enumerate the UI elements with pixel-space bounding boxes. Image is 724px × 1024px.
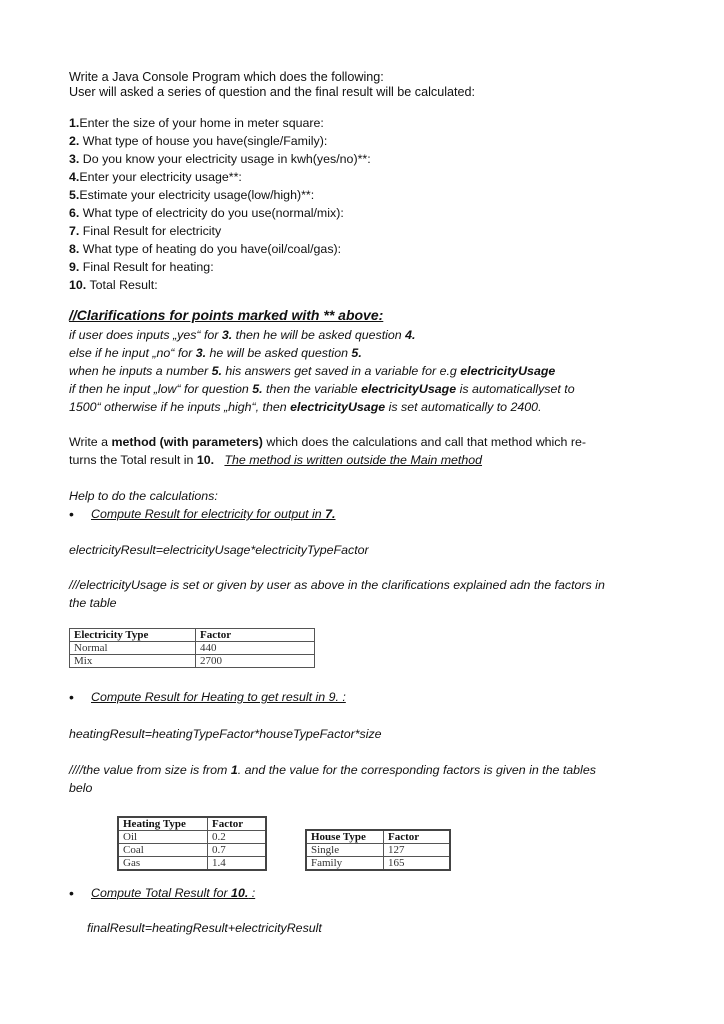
formula-total: finalResult=heatingResult+electricityResult [87,921,322,935]
question-1: 1.Enter the size of your home in meter square: [69,116,324,130]
question-4: 4.Enter your electricity usage**: [69,170,242,184]
table-row: Family 165 [306,857,450,871]
clarification-line-5: 1500“ otherwise if he inputs „high“, then electricityUsage is set automatically to 2400. [69,400,542,414]
electricity-type-table [69,628,315,668]
question-7: 7. Final Result for electricity [69,224,222,238]
table-header: Heating Type [118,817,208,831]
comment-heating-2: belo [69,781,93,795]
bullet-icon: • [69,506,74,522]
table-header: House Type [306,830,384,844]
question-9: 9. Final Result for heating: [69,260,214,274]
formula-heating: heatingResult=heatingTypeFactor*houseTypeFactor*size [69,727,382,741]
house-type-table [305,829,451,871]
question-8: 8. What type of heating do you have(oil/coal/gas): [69,242,342,256]
bullet-electricity: Compute Result for electricity for output in 7. [91,507,336,521]
help-heading: Help to do the calculations: [69,489,218,503]
table-header: Factor [384,830,451,844]
heating-type-table [117,816,267,871]
clarifications-heading: //Clarifications for points marked with ** above: [69,307,384,323]
comment-electricity-1: ///electricityUsage is set or given by user as above in the clarifications explained adn the factors in [69,578,605,592]
question-2: 2. What type of house you have(single/Family): [69,134,328,148]
question-5: 5.Estimate your electricity usage(low/high)**: [69,188,315,202]
table-row: Gas 1.4 [118,857,266,871]
bullet-icon: • [69,689,74,705]
table-row: Coal 0.7 [118,844,266,857]
formula-electricity: electricityResult=electricityUsage*electricityTypeFactor [69,543,369,557]
clarification-line-4: if then he input „low“ for question 5. then the variable electricityUsage is automaticallyset to [69,382,575,396]
comment-electricity-2: the table [69,596,117,610]
table-header: Electricity Type [70,629,196,642]
method-line-2: turns the Total result in 10. The method is written outside the Main method [69,453,483,467]
question-6: 6. What type of electricity do you use(normal/mix): [69,206,344,220]
bullet-icon: • [69,885,74,901]
table-header: Factor [208,817,267,831]
table-row: Normal 440 [70,642,315,655]
table-row: Single 127 [306,844,450,857]
table-header: Factor [196,629,315,642]
clarification-line-2: else if he input „no“ for 3. he will be asked question 5. [69,346,362,360]
method-line-1: Write a method (with parameters) which does the calculations and call that method which re- [69,435,586,449]
clarification-line-3: when he inputs a number 5. his answers get saved in a variable for e.g electricityUsage [69,364,556,378]
question-10: 10. Total Result: [69,278,158,292]
intro-line-1: Write a Java Console Program which does the following: [69,70,384,84]
clarification-line-1: if user does inputs „yes“ for 3. then he will be asked question 4. [69,328,416,342]
table-row: Oil 0.2 [118,831,266,844]
intro-line-2: User will asked a series of question and the final result will be calculated: [69,85,476,99]
bullet-total: Compute Total Result for 10. : [91,886,256,900]
bullet-heating: Compute Result for Heating to get result in 9. : [91,690,346,704]
comment-heating-1: ////the value from size is from 1. and the value for the corresponding factors is given in the tables [69,763,596,777]
question-3: 3. Do you know your electricity usage in kwh(yes/no)**: [69,152,371,166]
table-row: Mix 2700 [70,655,315,668]
